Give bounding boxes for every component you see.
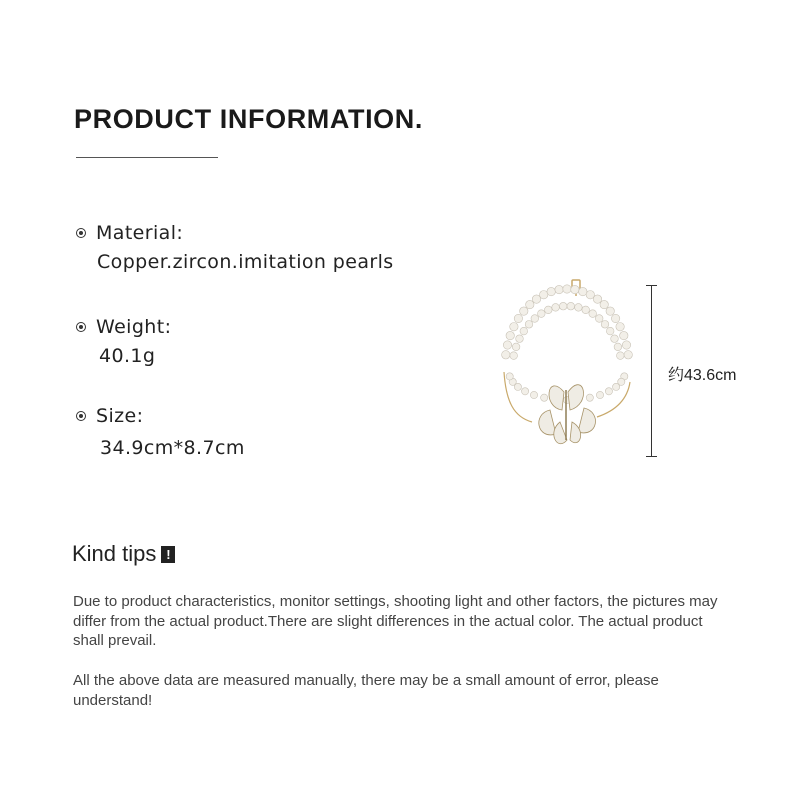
spec-value: 40.1g (99, 345, 156, 367)
spec-material (76, 220, 394, 273)
spec-label: Size: (96, 405, 144, 427)
dimension-cap-top (646, 285, 657, 286)
pearl (520, 307, 528, 315)
pearl (582, 306, 590, 314)
bullet-icon (76, 228, 86, 238)
pearl (601, 321, 609, 329)
dimension-cap-bottom (646, 456, 657, 457)
pearl (614, 343, 622, 351)
bullet-icon (76, 411, 86, 421)
pearl (596, 391, 603, 398)
pearl (531, 315, 539, 323)
spec-size (76, 403, 245, 459)
pearl (593, 295, 601, 303)
spec-value: Copper.zircon.imitation pearls (97, 251, 394, 273)
pearl (526, 300, 534, 308)
pearl (522, 388, 529, 395)
pearl (589, 310, 597, 318)
pearl (586, 291, 594, 299)
pearl (512, 343, 520, 351)
spec-label: Material: (96, 222, 184, 244)
pearl (547, 287, 555, 295)
pearl (595, 315, 603, 323)
pearl (530, 391, 537, 398)
page-title: PRODUCT INFORMATION. (74, 104, 423, 134)
pearl (606, 327, 614, 335)
dimension-line (651, 285, 652, 457)
pearl (624, 351, 632, 359)
pearl (586, 394, 593, 401)
pearl (506, 331, 514, 339)
exclamation-icon: ! (161, 546, 175, 563)
pearl (611, 314, 619, 322)
pearl (506, 373, 513, 380)
pearl (611, 335, 619, 343)
pearl (510, 323, 518, 331)
pearl (559, 302, 567, 310)
tips-paragraph-2: All the above data are measured manually, there may be a small amount of error, please understand! (73, 672, 659, 709)
spec-weight (76, 314, 171, 367)
pearl (520, 327, 528, 335)
dimension-label: 约43.6cm (668, 367, 737, 384)
pearl (617, 352, 625, 360)
pearl (600, 300, 608, 308)
pearl (571, 285, 579, 293)
kind-tips-label: Kind tips (72, 541, 157, 566)
pearl (545, 306, 553, 314)
pearl (503, 341, 511, 349)
pearl (510, 352, 518, 360)
pearl-strands (502, 285, 633, 404)
bullet-icon (76, 322, 86, 332)
pearl (502, 351, 510, 359)
pearl (540, 291, 548, 299)
pearl (555, 285, 563, 293)
pearl (514, 314, 522, 322)
pearl (620, 331, 628, 339)
title-underline (76, 157, 218, 158)
spec-label: Weight: (96, 316, 172, 338)
pearl (532, 295, 540, 303)
pearl (579, 287, 587, 295)
pearl (575, 304, 583, 312)
pearl (622, 341, 630, 349)
product-image (492, 272, 642, 462)
spec-value: 34.9cm*8.7cm (100, 437, 245, 459)
pearl (538, 310, 546, 318)
pearl (525, 321, 533, 329)
pearl (567, 302, 575, 310)
pearl (563, 285, 571, 293)
pearl (552, 304, 560, 312)
pearl (516, 335, 524, 343)
pearl (613, 383, 620, 390)
pearl (616, 323, 624, 331)
kind-tips-heading (72, 541, 175, 567)
pearl (541, 394, 548, 401)
tips-paragraph-1: Due to product characteristics, monitor settings, shooting light and other factors, the pictures may differ from the actual product.There are slight differences in the actual color. The actual product shall prevail. (73, 593, 718, 649)
pearl (605, 388, 612, 395)
butterfly-pendant (539, 385, 596, 444)
pearl (606, 307, 614, 315)
